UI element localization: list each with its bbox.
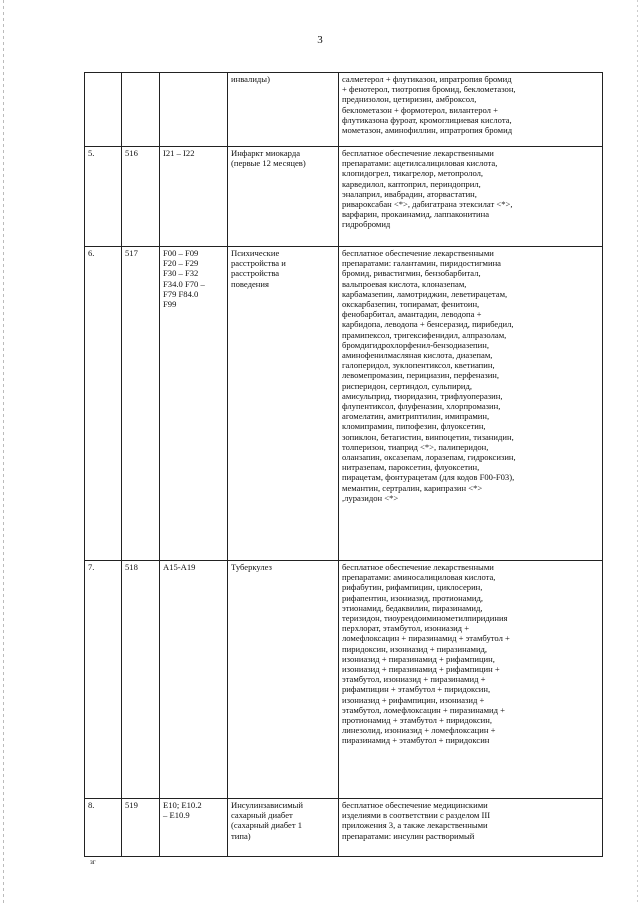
row-number-cell: 5. — [85, 147, 122, 247]
disease-name-cell: инвалиды) — [228, 73, 339, 147]
category-code-cell — [122, 73, 160, 147]
icd-code-cell — [160, 73, 228, 147]
scan-edge-right — [637, 0, 638, 905]
category-code-cell: 516 — [122, 147, 160, 247]
page-number: 3 — [317, 34, 323, 46]
disease-name-cell: Инсулинзависимый сахарный диабет (сахарный диабет 1 типа) — [228, 799, 339, 857]
table-row — [85, 799, 603, 857]
icd-code-cell: F00 – F09 F20 – F29 F30 – F32 F34.0 F70 – F79 F84.0 F99 — [160, 247, 228, 561]
table-row — [85, 73, 603, 147]
disease-name-cell: Туберкулез — [228, 561, 339, 799]
icd-code-cell: A15-A19 — [160, 561, 228, 799]
category-code-cell: 517 — [122, 247, 160, 561]
disease-name-cell: Инфаркт миокарда (первые 12 месяцев) — [228, 147, 339, 247]
row-number-cell: 7. — [85, 561, 122, 799]
row-number-cell: 6. — [85, 247, 122, 561]
medications-cell: салметерол + флутиказон, ипратропия бромид + фенотерол, тиотропия бромид, беклометазон, преднизолон, цетиризин, амброксол, беклометазон + формотерол, вилантерол + флутиказона фуроат, кромоглициевая кислота, мометазон, аминофиллин, ипратропия бромид — [339, 73, 603, 147]
scan-edge-left — [3, 0, 4, 905]
table-row — [85, 561, 603, 799]
category-code-cell: 519 — [122, 799, 160, 857]
icd-code-cell: I21 – I22 — [160, 147, 228, 247]
medications-cell: бесплатное обеспечение лекарственными препаратами: аминосалициловая кислота, рифабутин, рифампицин, циклосерин, рифапентин, изониазид, протионамид, этионамид, бедаквилин, пиразинамид, теризидон, тиоуреидоиминометилпиридиния перхлорат, этамбутол, изониазид + ломефлоксацин + пиразинамид + этамбутол + пиридоксин, изониазид + пиразинамид, изониазид + пиразинамид + рифампицин, изониазид + пиразинамид + рифампицин + этамбутол, изониазид + пиразинамид + рифампицин + этамбутол + пиридоксин, изониазид + рифампицин, изониазид + этамбутол, ломефлоксацин + пиразинамид + протионамид + этамбутол + пиридоксин, линезолид, изониазид + ломефлоксацин + пиразинамид + этамбутол + пиридоксин — [339, 561, 603, 799]
medications-cell: бесплатное обеспечение лекарственными препаратами: галантамин, пиридостигмина бромид, ривастигмин, бензобарбитал, вальпроевая кислота, клоназепам, карбамазепин, ламотриджин, леветирацетам, окскарбазепин, топирамат, фенитоин, фенобарбитал, амантадин, леводопа + карбидопа, леводопа + бенсеразид, пирибедил, прамипексол, тригексифенидил, алпразолам, бромдигидрохлорфенил-бензодиазепин, аминофенилмасляная кислота, диазепам, галоперидол, зуклопентиксол, кветиапин, левомепромазин, перициазин, перфеназин, рисперидон, сертиндол, сульпирид, амисульприд, тиоридазин, трифлуоперазин, флупентиксол, флуфеназин, хлорпромазин, агомелатин, амитриптилин, имипрамин, кломипрамин, пипофезин, флуоксетин, зопиклон, бетагистин, винпоцетин, тизанидин, толперизон, тиаприд <*>, палиперидон, оланзапин, оксазепам, лоразепам, гидроксизин, нитразепам, пароксетин, флуоксетин, пирацетам, фонтурацетам (для кодов F00-F03), мемантин, сертралин, карипразин <*> ,луразидон <*> — [339, 247, 603, 561]
row-number-cell — [85, 73, 122, 147]
table-row — [85, 147, 603, 247]
footer-mark: зг — [90, 858, 96, 866]
disease-name-cell: Психические расстройства и расстройства поведения — [228, 247, 339, 561]
category-code-cell: 518 — [122, 561, 160, 799]
medication-table — [84, 72, 603, 857]
medications-cell: бесплатное обеспечение лекарственными препаратами: ацетилсалициловая кислота, клопидогрел, тикагрелор, метопролол, карведилол, каптоприл, периндоприл, эналаприл, ивабрадин, аторвастатин, ривароксабан <*>, дабигатрана этексилат <*>, варфарин, прокаинамид, лаппаконитина гидробромид — [339, 147, 603, 247]
medications-cell: бесплатное обеспечение медицинскими изделиями в соответствии с разделом III приложения 3, а также лекарственными препаратами: инсулин растворимый — [339, 799, 603, 857]
row-number-cell: 8. — [85, 799, 122, 857]
table-row — [85, 247, 603, 561]
icd-code-cell: E10; E10.2 – E10.9 — [160, 799, 228, 857]
